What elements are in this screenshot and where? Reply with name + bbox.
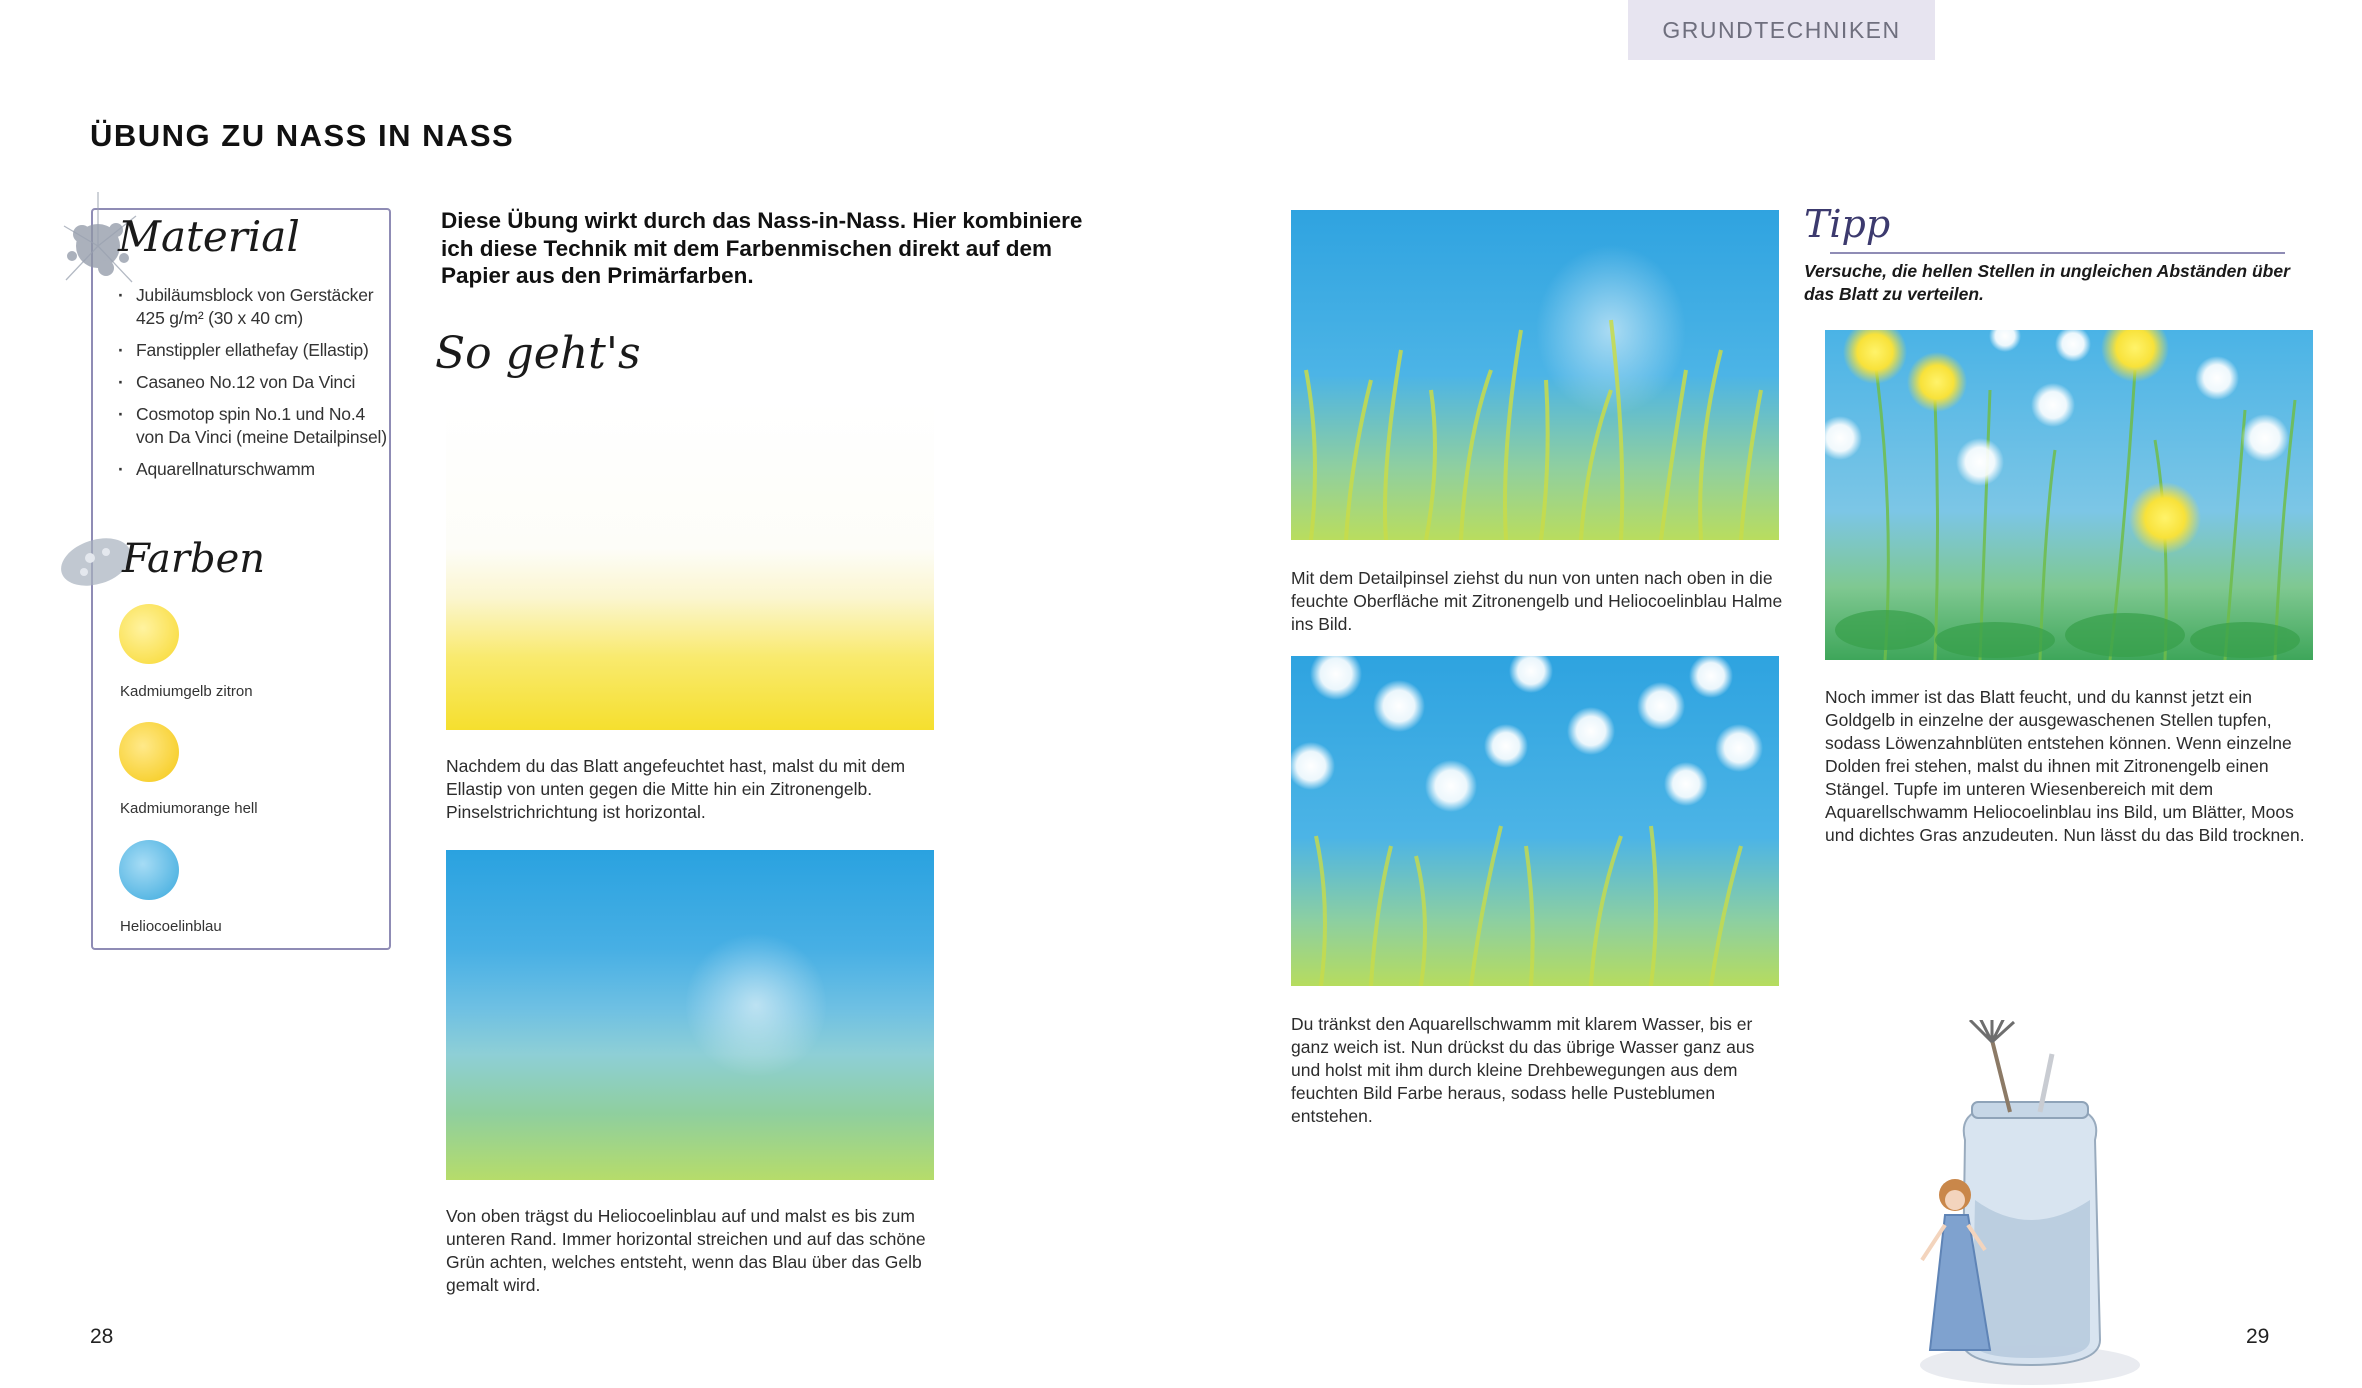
material-item: · Jubiläumsblock von Gerstäcker 425 g/m² (30 x 40 cm) xyxy=(118,284,388,330)
tipp-divider xyxy=(1830,252,2285,254)
swatch-heliocoelinblau xyxy=(119,840,179,900)
step-4-image xyxy=(1291,656,1779,986)
page-number-left: 28 xyxy=(90,1325,114,1348)
step-4-caption: Du tränkst den Aquarellschwamm mit klarem Wasser, bis er ganz weich ist. Nun drückst du das übrige Wasser ganz aus und holst mit ihm durch kleine Drehbewegungen aus dem feuchten Bild Farbe heraus, sodass helle Pusteblumen entstehen. xyxy=(1291,1014,1755,1126)
material-heading: Material xyxy=(118,212,300,261)
swatch-label: Kadmiumorange hell xyxy=(120,800,258,817)
step-5-caption: Noch immer ist das Blatt feucht, und du kannst jetzt ein Goldgelb in einzelne der ausgewaschenen Stellen tupfen, sodass Löwenzahnblüten entstehen können. Wenn einzelne Dolden frei stehen, malst du ihnen mit Zitronengelb einen Stängel. Tupfe im unteren Wiesenbereich mit dem Aquarellschwamm Heliocoelinblau ins Bild, um Blätter, Moos und dichtes Gras anzudeuten. Nun lässt du das Bild trocknen. xyxy=(1825,687,2305,845)
material-list xyxy=(118,284,388,490)
tipp-heading: Tipp xyxy=(1804,202,1891,246)
section-tab xyxy=(1628,0,1935,60)
fairy-jar-illustration xyxy=(1880,1020,2160,1388)
step-1-image xyxy=(446,400,934,730)
swatch-kadmiumorange-hell xyxy=(119,722,179,782)
step-3-image xyxy=(1291,210,1779,540)
material-item: · Cosmotop spin No.1 und No.4 von Da Vinci (meine Detailpinsel) xyxy=(118,403,388,449)
page-number-right: 29 xyxy=(2246,1325,2270,1348)
step-1-caption: Nachdem du das Blatt angefeuchtet hast, malst du mit dem Ellastip von unten gegen die Mitte hin ein Zitronengelb. Pinselstrichrichtung ist horizontal. xyxy=(446,756,906,822)
material-item: · Aquarellnaturschwamm xyxy=(118,458,388,481)
step-2-caption: Von oben trägst du Heliocoelinblau auf und malst es bis zum unteren Rand. Immer horizontal streichen und auf das schöne Grün achten, welches entsteht, wenn das Blau über das Gelb gemalt wird. xyxy=(446,1206,926,1295)
swatch-kadmiumgelb-zitron xyxy=(119,604,179,664)
step-2-image xyxy=(446,850,934,1180)
intro-text: Diese Übung wirkt durch das Nass-in-Nass. Hier kombiniere ich diese Technik mit dem Farbenmischen direkt auf dem Papier aus den Primärfarben. xyxy=(441,208,1083,288)
tipp-text: Versuche, die hellen Stellen in ungleichen Abständen über das Blatt zu verteilen. xyxy=(1804,261,2290,304)
material-item: · Fanstippler ellathefay (Ellastip) xyxy=(118,339,388,362)
step-5-image xyxy=(1825,330,2313,660)
section-tab-label: GRUNDTECHNIKEN xyxy=(1662,16,1901,43)
step-3-caption: Mit dem Detailpinsel ziehst du nun von unten nach oben in die feuchte Oberfläche mit Zitronengelb und Heliocoelinblau Halme ins Bild. xyxy=(1291,568,1783,634)
material-item: · Casaneo No.12 von Da Vinci xyxy=(118,371,388,394)
swatch-label: Kadmiumgelb zitron xyxy=(120,683,253,700)
so-gehts-heading: So geht's xyxy=(435,328,641,379)
page-title: ÜBUNG ZU NASS IN NASS xyxy=(90,118,515,153)
farben-heading: Farben xyxy=(122,536,266,582)
swatch-label: Heliocoelinblau xyxy=(120,918,222,935)
